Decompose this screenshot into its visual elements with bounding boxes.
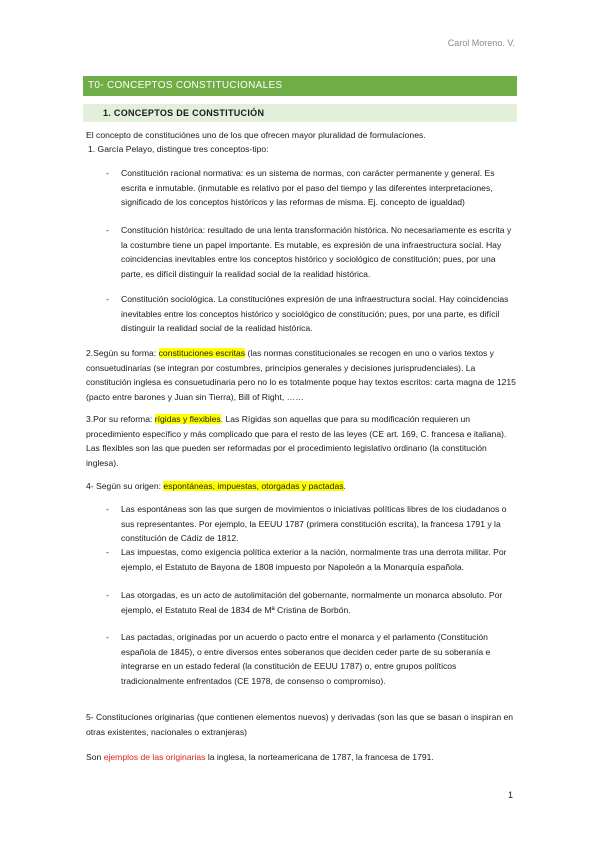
origin-highlight: espontáneas, impuestas, otorgadas y pactadas xyxy=(163,481,344,491)
origin-rest: . xyxy=(343,481,346,491)
examples-lead: Son xyxy=(86,752,104,762)
origin-item-pactadas: Las pactadas, originadas por un acuerdo o pacto entre el monarca y el parlamento (Constitución española de 1845), o entre diversos entes soberanos que deciden ceder parte de su soberanía e integrarse en un estado federal (la constitución de EEUU 1787) o, entre grupos políticos tradicionalmente enfrentados (CE 1978, de consenso o compromiso). xyxy=(121,632,491,686)
page-number: 1 xyxy=(507,790,513,800)
form-lead: 2.Según su forma: xyxy=(86,348,159,358)
bullet-dash: - xyxy=(106,504,109,514)
bullet-dash: - xyxy=(106,632,109,642)
bullet-dash: - xyxy=(106,168,109,178)
form-highlight: constituciones escritas xyxy=(158,348,246,358)
section-subtitle-banner: 1. CONCEPTOS DE CONSTITUCIÓN xyxy=(83,104,517,122)
reform-lead: 3.Por su reforma: xyxy=(86,414,155,424)
reform-rest: . Las Rígidas son aquellas que para su modificación requieren un procedimiento específico y más complicado que para el resto de las leyes (CE art. 169, C. francesa e italiana). Las flexibles son las que pueden ser reformadas por el procedimiento legislativo ordinario (la constitución inglesa). xyxy=(86,414,507,468)
reform-highlight: rígidas y flexibles xyxy=(154,414,221,424)
author-header: Carol Moreno. V. xyxy=(447,38,515,48)
bullet-dash: - xyxy=(106,547,109,557)
bullet-dash: - xyxy=(106,294,109,304)
concept-item-racional: Constitución racional normativa: es un sistema de normas, con carácter permanente y general. Es escrita e inmutable. (inmutable es relativo por el paso del tiempo y las diferentes interpretaciones, significado de los conceptos históricos y las reformas de misma. Ej. concepto de igualdad) xyxy=(121,168,495,207)
form-rest: (las normas constitucionales se recogen en uno o varios textos y consuetudinarias (se integran por costumbres, principios generales y decisiones jurisprudenciales). La constitución inglesa es consuetudinaria pero no lo es totalmente poque hay textos escritos: carta magna de 1215 (pacto entre barones y Juan sin Tierra), Bill of Right, …… xyxy=(86,348,516,402)
section-title-banner: T0- CONCEPTOS CONSTITUCIONALES xyxy=(83,76,517,96)
examples-red-text: ejemplos de las originarias xyxy=(103,752,206,762)
origin-item-espontaneas: Las espontáneas son las que surgen de movimientos o iniciativas políticas libres de los ciudadanos o sus representantes. Por ejemplo, la EEUU 1787 (primera constitución escrita), la francesa 1791 y la constitución de Cádiz de 1812. xyxy=(121,504,507,543)
examples-rest: la inglesa, la norteamericana de 1787, la francesa de 1791. xyxy=(205,752,434,762)
originarias-paragraph: 5- Constituciones originarias (que contienen elementos nuevos) y derivadas (son las que se basan o inspiran en otras existentes, nacionales o extranjeras) xyxy=(86,712,514,737)
concept-item-historica: Constitución histórica: resultado de una lenta transformación histórica. No necesariamente es escrita y la costumbre tiene un papel importante. Es mutable, es expresión de una infraestructura social. Hay coincidencias inevitables entre los conceptos histórico y sociológico de constitución; pues, por una parte, es difícil distinguir la realidad social de la realidad histórica. xyxy=(121,225,512,279)
origin-item-otorgadas: Las otorgadas, es un acto de autolimitación del gobernante, normalmente un monarca absoluto. Por ejemplo, el Estatuto Real de 1834 de Mª Cristina de Borbón. xyxy=(121,590,503,615)
form-paragraph xyxy=(86,346,516,404)
intro-paragraph: El concepto de constituciónes uno de los que ofrecen mayor pluralidad de formulaciones. xyxy=(86,130,426,140)
reform-paragraph xyxy=(86,412,516,470)
garcia-pelayo-heading: 1. García Pelayo, distingue tres conceptos-tipo: xyxy=(88,144,269,154)
examples-paragraph xyxy=(86,750,516,765)
bullet-dash: - xyxy=(106,590,109,600)
origin-lead: 4- Según su origen: xyxy=(86,481,164,491)
origin-item-impuestas: Las impuestas, como exigencia política exterior a la nación, normalmente tras una derrota militar. Por ejemplo, el Estatuto de Bayona de 1808 impuesto por Napoleón a la Monarquía española. xyxy=(121,547,507,572)
origin-heading xyxy=(86,479,516,494)
concept-item-sociologica: Constitución sociológica. La constituciónes expresión de una infraestructura social. Hay coincidencias inevitables entre los conceptos histórico y sociológico de constitución; pues, por una parte, es difícil distinguir la realidad social de la realidad histórica. xyxy=(121,294,509,333)
bullet-dash: - xyxy=(106,225,109,235)
